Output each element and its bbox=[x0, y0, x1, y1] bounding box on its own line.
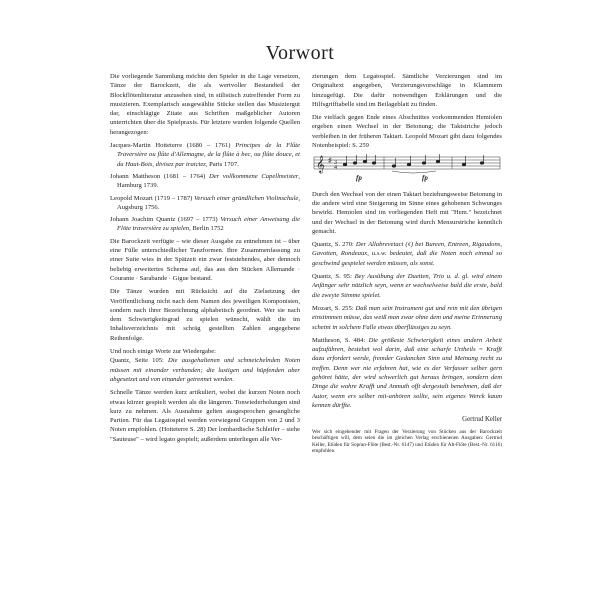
hemiola-paragraph: Die vielfach gegen Ende eines Abschnittes vorkommenden Hemiolen ergeben einen Wechsel in der Betonung; die Taktstriche jedoch verbleiben in der früheren Taktart. Leopold Mozart gibt dazu folgendes Notenbeispiel: S. 259 bbox=[312, 114, 502, 150]
quantz-quote-95: Quantz, S. 95: Bey Ausübung der Duetten, Trio u. d. gl. wird einem Anfänger sehr nützlich seyn, wenn er wechselweise bald die erste, bald die zweyte Stimme spielet. bbox=[312, 273, 502, 299]
left-column bbox=[110, 72, 300, 448]
quantz-quote-105: Quantz, Seite 105: Die ausgehaltenen und schmeichelnden Noten müssen mit einander verbunden; die lustigen und hüpfenden aber abgesetzet und von einander getrennet werden. bbox=[110, 357, 300, 383]
page-title: Vorwort bbox=[265, 42, 335, 64]
svg-text:𝄞: 𝄞 bbox=[316, 155, 325, 174]
music-notation-example bbox=[312, 153, 502, 183]
source-mattheson: Johann Mattheson (1681 – 1764) Der vollkommene Capellmeister, Hamburg 1739. bbox=[110, 172, 300, 190]
suite-paragraph: Die Barockzeit verfügte – wie dieser Ausgabe zu entnehmen ist – über eine Fülle unterschiedlicher Tanzformen. Ihre Zusammenfassung zu einer Suite wies in der Spätzeit ein zwar feststehendes, aber dennoch beliebig erweitertes Schema auf, das aus den Stücken Allemande · Courante · Sarabande · Gigue bestand. bbox=[110, 237, 300, 282]
ordering-paragraph: Die Tänze wurden mit Rücksicht auf die Zielsetzung der Veröffentlichung nicht nach dem Namen des jeweiligen Komponisten, sondern nach ihrer Bezeichnung alphabetisch geordnet. Wer sie nach dem Schwierigkeitsgrad zu spielen wünscht, wählt die im Inhaltsverzeichnis mit schräg gestellten Zahlen angegebene Reihenfolge. bbox=[110, 288, 300, 342]
svg-text:♯: ♯ bbox=[328, 156, 332, 165]
svg-text:3: 3 bbox=[334, 160, 337, 167]
dynamic-mark: fp bbox=[356, 174, 362, 183]
intro-paragraph: Die vorliegende Sammlung möchte den Spieler in die Lage versetzen, Tänze der Barockzeit, die als wertvoller Bestandteil der Blockflötenliteratur anzusehen sind, in stilistisch zutreffender Form zu musizieren. Exemplarisch ausgewählte Stücke stellen das Musiziergut dar, einschlägige Zitate aus Schriften maßgeblicher Autoren unterrichten über die Spielpraxis. Für letztere wurden folgende Quellen herangezogen: bbox=[110, 73, 300, 136]
source-hotteterre: Jacques-Martin Hotteterre (1680 – 1761) Principes de la Flûte Traversière ou flûte d'Allemagne, de la flûte à bec, ou flûte douce, et du Haut-Bois, divisez par traictez, Paris 1707. bbox=[110, 142, 300, 168]
svg-text:4: 4 bbox=[334, 165, 337, 172]
dynamic-mark: fp bbox=[422, 174, 428, 183]
mattheson-quote-484: Mattheson, S. 484: Die größeste Schwierigkeit eines andern Arbeit aufzuführen, bestehet wol darin, daß eine scharfe Urtheils = Krafft dazu erfordert werde, fremder Gedancken Sinn und Meinung recht zu treffen. Denn wer nie erfahren hat, wie es der Verfasser selber gern gehöret hätte, der wird schwerlich gut heraus bringen, sondern dem Dinge die wahre Krafft und Anmuth offt dergestalt benehmen, daß der Autor, wenn ers selber mit-anhören sollte, sein eigenes Werck kaum kennen dürffte. bbox=[312, 336, 502, 409]
mozart-quote-255: Mozart, S. 255: Daß man sein Instrument gut und rein mit den übrigen einstimmen müsse, das weiß man zwar ohne dem und meine Erinnerung scheint in solchem Falle etwas überflüssiges zu seyn. bbox=[312, 304, 502, 331]
right-column bbox=[312, 72, 502, 455]
performance-lead: Und noch einige Worte zur Wiedergabe: bbox=[110, 348, 216, 356]
signature: Gertrud Keller bbox=[462, 416, 502, 424]
emphasis-paragraph: Durch den Wechsel von der einen Taktart beziehungsweise Betonung in die andere wird eine Steigerung im Sinne eines gehobenen Schwunges bewirkt. Hemiolen sind im vorliegenden Heft mit "Hem." bezeichnet und der Wechsel in der Betonung wird durch Mensurstriche kenntlich gemacht. bbox=[312, 190, 502, 235]
source-mozart: Leopold Mozart (1719 – 1787) Versuch einer gründlichen Violinschule, Augsburg 1756. bbox=[110, 194, 300, 211]
footnote: Wer sich eingehender mit Fragen der Verzierung von Stücken aus der Barockzeit beschäftigen will, dem seien die im gleichen Verlag erschienenen Ausgaben: Gertrud Keller, Etüden für Sopran-Flöte (Best.-Nr. 6147) und Etüden für Alt-Flöte (Best.-Nr. 6116) empfohlen. bbox=[312, 428, 502, 455]
articulation-paragraph: Schnelle Tänze werden kurz artikuliert, wobei die kurzen Noten noch etwas kürzer gespielt werden als die längeren. Tonwiederholungen sind kurz zu nehmen. Als Ausnahme gelten ausgesprochen gesangliche Partien. Für das Legatospiel werden vorwiegend Gruppen von 2 und 3 Noten empfohlen. (Hotteterre S. 28) Der lombardische Schleifer – siehe "Sauteuse" – wird legato gespielt; außerdem unterliegen alle Ver- bbox=[110, 389, 300, 443]
ornament-paragraph: zierungen dem Legatospiel. Sämtliche Verzierungen sind im Originaltext angegeben, Verzierungsvorschläge in Klammern hinzugefügt. Die dafür notwendigen Erklärungen und die Hilfsgrifftabelle sind im Beilageblatt zu finden. bbox=[312, 73, 502, 108]
source-quantz: Johann Joachim Quantz (1697 – 1773) Versuch einer Anweisung die Flöte traversière zu spielen, Berlin 1752 bbox=[110, 216, 300, 233]
quantz-quote-270: Quantz, S. 270: Der Allabrevetact (¢) bei Bureen, Entreen, Rigaudons, Gavotten, Rondeaux, u.s.w. bedeutet, daß die Noten noch einmal so geschwind gespielet werden müssen, als sonst. bbox=[312, 241, 502, 267]
